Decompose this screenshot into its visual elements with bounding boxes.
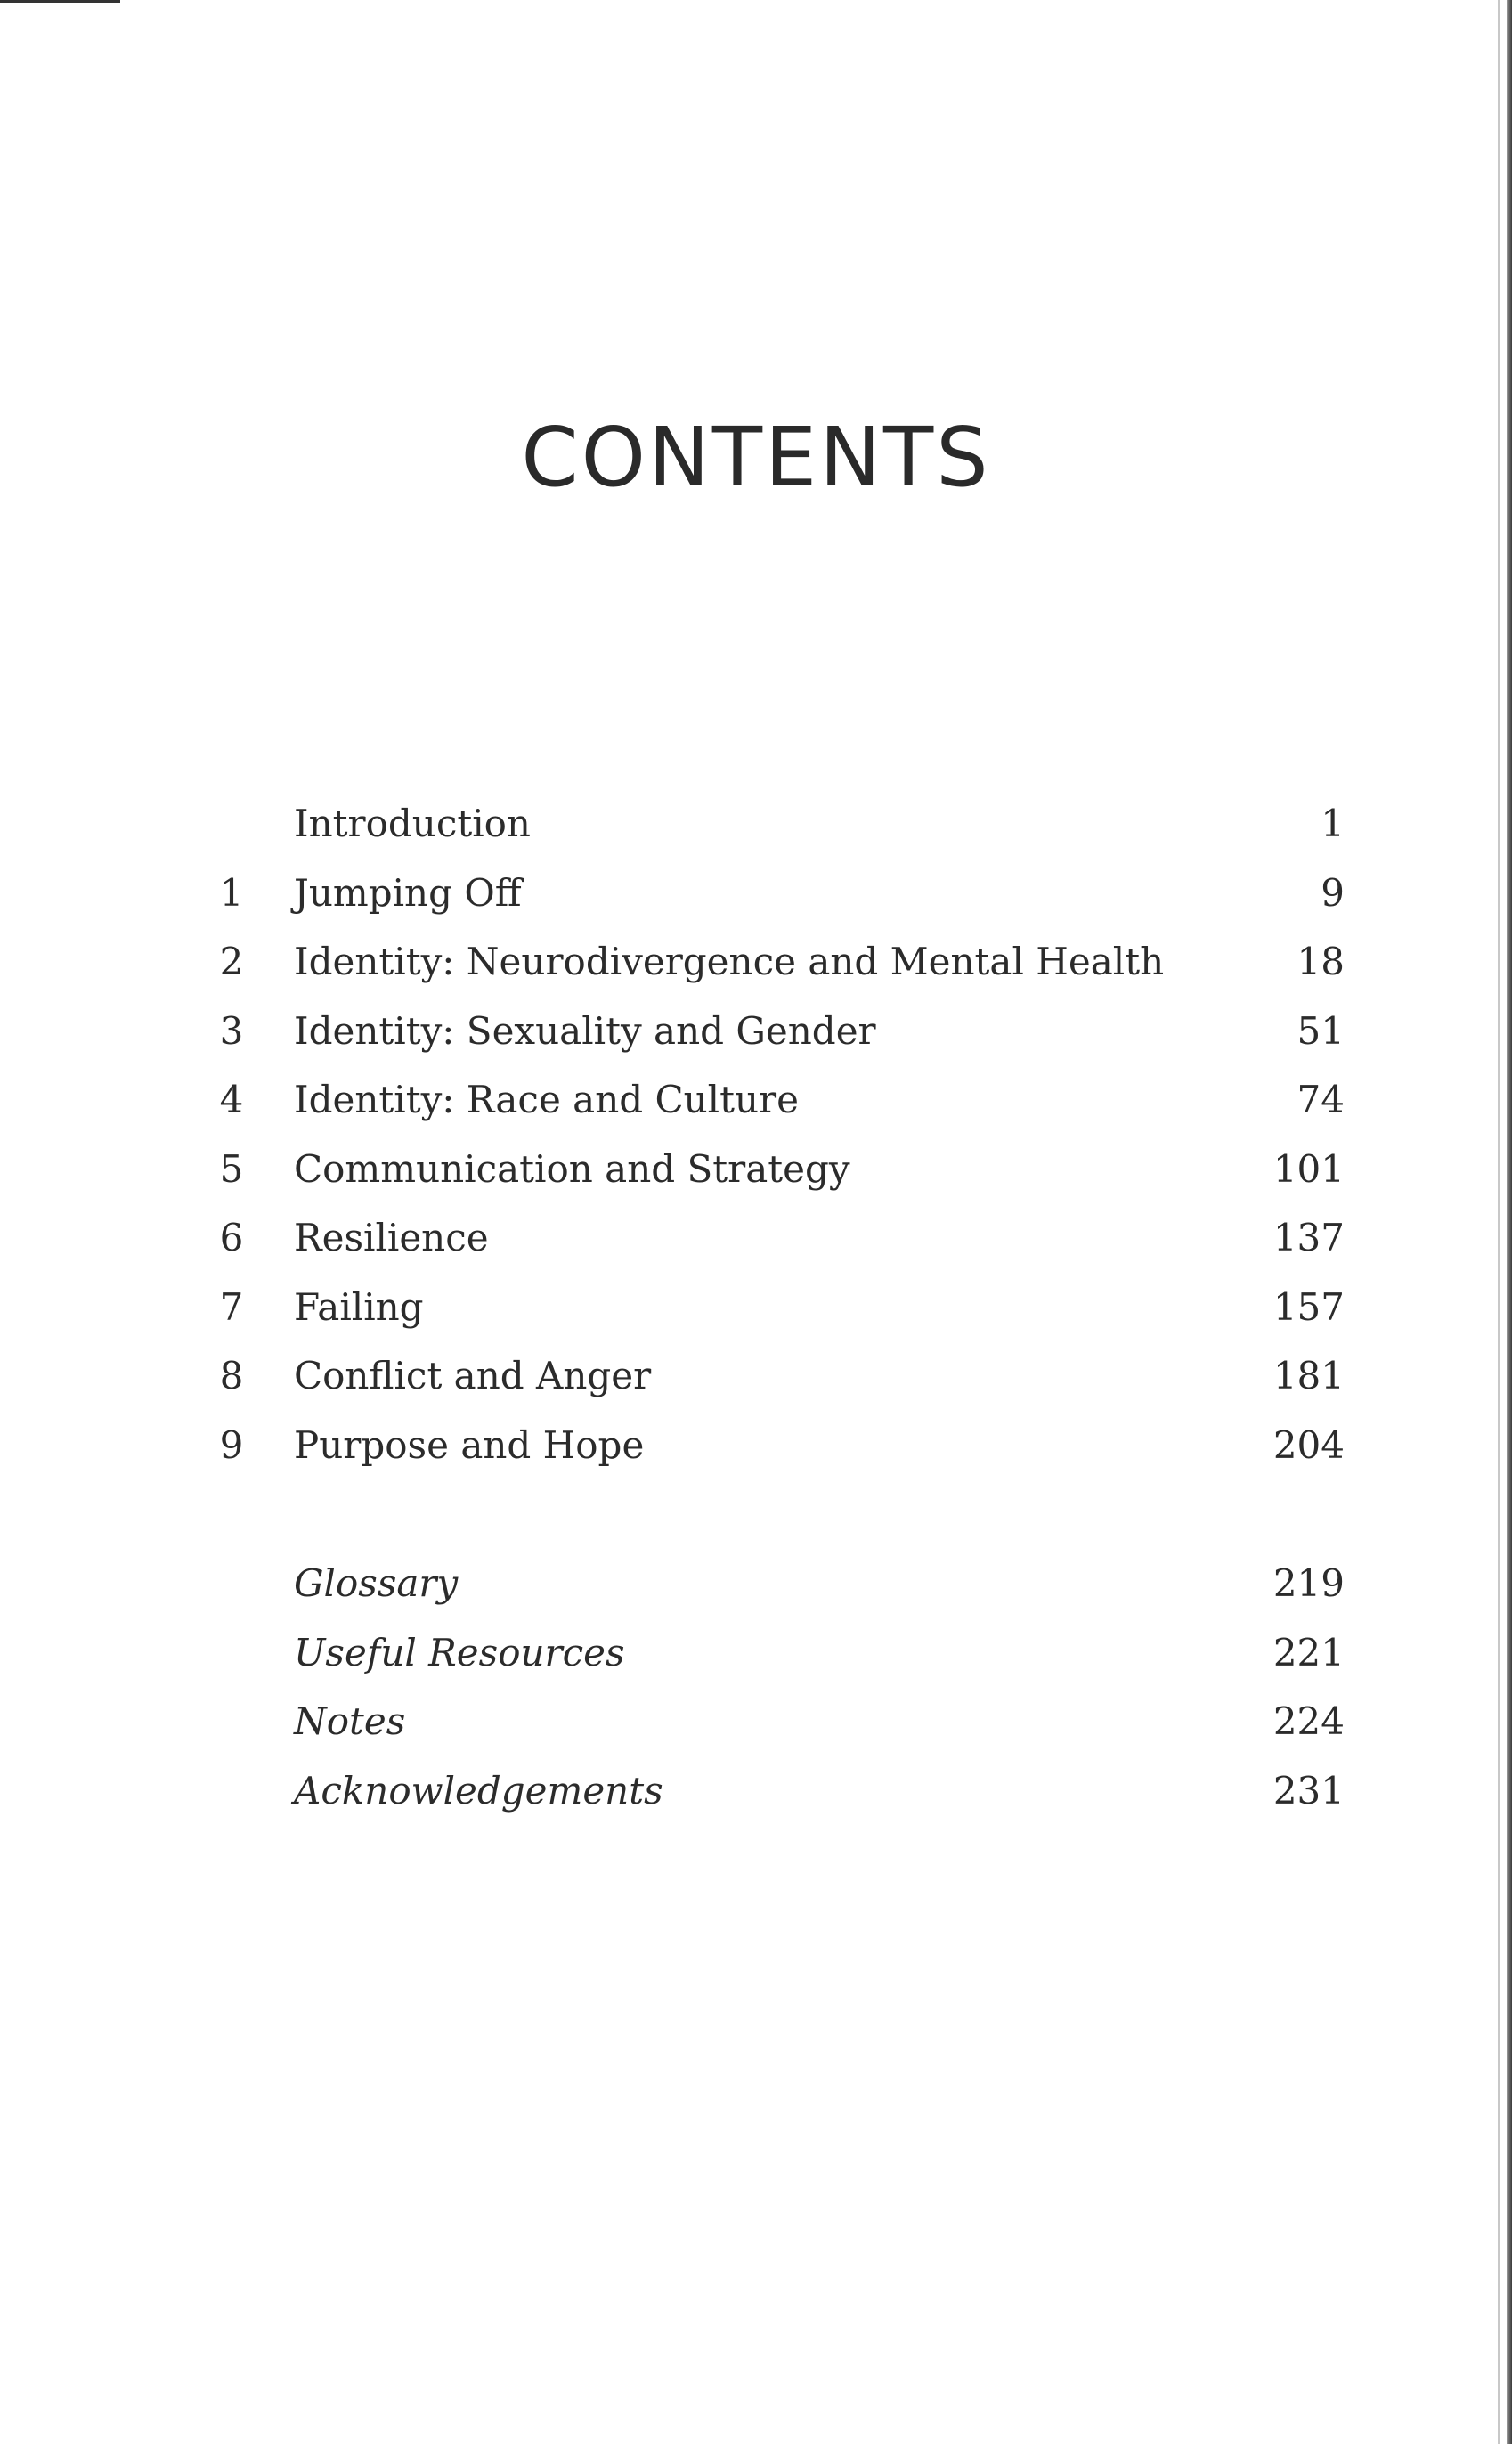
toc-row[interactable] — [205, 867, 1345, 936]
toc-row[interactable] — [205, 1281, 1345, 1350]
toc-chapter-number: 7 — [219, 1284, 244, 1329]
toc-chapter-title: Jumping Off — [294, 870, 522, 915]
toc-page-number: 219 — [1272, 1561, 1345, 1605]
toc-back-matter-title: Notes — [294, 1699, 406, 1743]
toc-chapter-title: Conflict and Anger — [294, 1354, 652, 1397]
toc-chapter-number: 8 — [219, 1354, 244, 1397]
toc-row[interactable] — [205, 1695, 1345, 1764]
toc-page-number: 51 — [1297, 1008, 1345, 1053]
toc-page-number: 9 — [1321, 870, 1345, 915]
toc-chapter-title: Identity: Race and Culture — [294, 1078, 799, 1121]
toc-row[interactable] — [205, 1143, 1345, 1212]
toc-chapter-title: Identity: Sexuality and Gender — [294, 1008, 876, 1053]
toc-row[interactable] — [205, 1557, 1345, 1626]
toc-chapter-title: Resilience — [294, 1216, 489, 1259]
toc-back-matter-title: Acknowledgements — [294, 1768, 663, 1813]
toc-page-number: 221 — [1272, 1630, 1345, 1674]
toc-row[interactable] — [205, 1349, 1345, 1419]
toc-back-matter-list — [205, 1557, 1345, 1833]
toc-row[interactable] — [205, 1419, 1345, 1488]
toc-row[interactable] — [205, 1626, 1345, 1696]
toc-page-number: 74 — [1297, 1078, 1345, 1121]
toc-row[interactable] — [205, 797, 1345, 867]
scan-edge-inner — [1498, 0, 1500, 2444]
toc-chapter-number: 4 — [219, 1078, 244, 1121]
toc-page-number: 1 — [1321, 802, 1345, 845]
toc-chapter-title: Communication and Strategy — [294, 1146, 850, 1191]
scan-edge-right — [1507, 0, 1512, 2444]
toc-chapter-number: 9 — [219, 1422, 244, 1467]
toc-chapter-title: Identity: Neurodivergence and Mental Health — [294, 940, 1165, 983]
toc-chapter-title: Purpose and Hope — [294, 1422, 645, 1467]
toc-chapter-list — [205, 797, 1345, 1487]
toc-page-number: 101 — [1272, 1146, 1345, 1191]
toc-page-number: 231 — [1272, 1768, 1345, 1813]
toc-row[interactable] — [205, 935, 1345, 1005]
toc-page-number: 204 — [1272, 1422, 1345, 1467]
toc-chapter-title: Introduction — [294, 802, 531, 845]
toc-chapter-number: 1 — [219, 870, 244, 915]
toc-page-number: 181 — [1272, 1354, 1345, 1397]
toc-row[interactable] — [205, 1073, 1345, 1143]
toc-chapter-title: Failing — [294, 1284, 424, 1329]
page-title: CONTENTS — [521, 410, 991, 505]
toc-page-number: 137 — [1272, 1216, 1345, 1259]
toc-page-number: 224 — [1272, 1699, 1345, 1743]
toc-chapter-number: 5 — [219, 1146, 244, 1191]
toc-chapter-number: 2 — [219, 940, 244, 983]
toc-back-matter-title: Useful Resources — [294, 1630, 625, 1674]
toc-row[interactable] — [205, 1005, 1345, 1074]
toc-page-number: 18 — [1297, 940, 1345, 983]
toc-chapter-number: 6 — [219, 1216, 244, 1259]
toc-row[interactable] — [205, 1764, 1345, 1834]
toc-chapter-number: 3 — [219, 1008, 244, 1053]
scan-rule-top — [0, 0, 120, 3]
toc-row[interactable] — [205, 1211, 1345, 1281]
toc-page-number: 157 — [1272, 1284, 1345, 1329]
toc-back-matter-title: Glossary — [294, 1561, 459, 1605]
